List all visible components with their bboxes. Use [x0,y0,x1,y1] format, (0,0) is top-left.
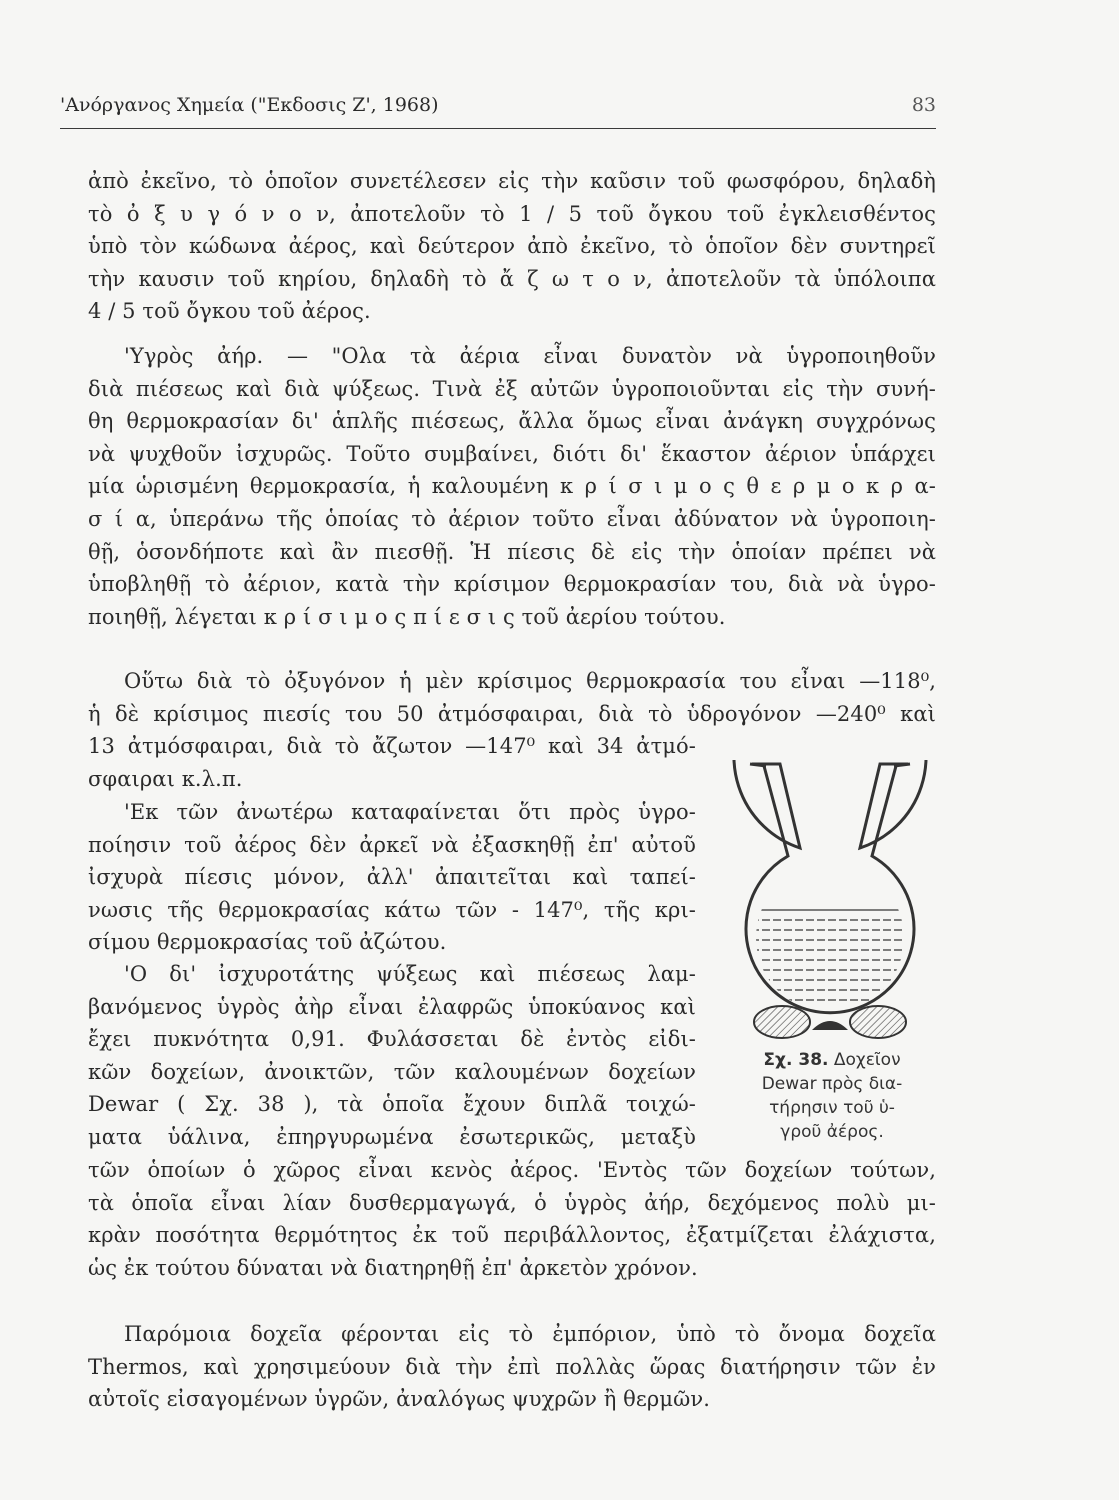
text-line: Οὕτω διὰ τὸ ὀξυγόνον ἡ μὲν κρίσιμος θερμοκρασία του εἶναι —118⁰, [124,669,936,693]
dewar-flask-figure [720,760,940,1040]
paragraph-critical-values-cont [88,730,696,795]
text-line: τὰ ὁποῖα εἶναι λίαν δυσθερμαγωγά, ὁ ὑγρὸς ἀήρ, δεχόμενος πολὺ μι- [88,1190,936,1215]
figure-caption [720,1048,944,1144]
flask-outer-wall [734,760,926,848]
text-line: Dewar ( Σχ. 38 ), τὰ ὁποῖα ἔχουν διπλᾶ τοιχώ- [88,1092,696,1117]
text-line: κρὰν ποσότητα θερμότητος ἐκ τοῦ περιβάλλοντος, ἐξατμίζεται ἐλάχιστα, [88,1223,936,1248]
paragraph-dewar-cont [88,1154,936,1284]
caption-line: γροῦ ἀέρος. [780,1122,884,1142]
book-title: 'Ανόργανος Χημεία ("Εκδοσις Ζ', 1968) [60,94,439,116]
text-line: ὑπὸ τὸν κώδωνα ἀέρος, καὶ δεύτερον ἀπὸ ἐκεῖνο, τὸ ὁποῖον δὲν συντηρεῖ [88,234,936,259]
flask-tip [812,1021,848,1030]
paragraph-conclusion [88,796,696,959]
support-left [754,1006,810,1038]
text-line: ἰσχυρὰ πίεσις μόνον, ἀλλ' ἀπαιτεῖται καὶ ταπεί- [88,865,696,890]
text-line: σφαιραι κ.λ.π. [88,766,243,791]
text-line: 'Ο δι' ἰσχυροτάτης ψύξεως καὶ πιέσεως λαμ- [124,962,696,986]
flask-inner-wall [746,766,914,1013]
text-line: νωσις τῆς θερμοκρασίας κάτω τῶν - 147⁰, τῆς κρι- [88,897,696,922]
text-line: 13 ἀτμόσφαιραι, διὰ τὸ ἄζωτον —147⁰ καὶ 34 ἀτμό- [88,734,696,758]
text-line: ἔχει πυκνότητα 0,91. Φυλάσσεται δὲ ἐντὸς εἰδι- [88,1027,696,1052]
text-line: νὰ ψυχθοῦν ἰσχυρῶς. Τοῦτο συμβαίνει, διότι δι' ἕκαστον ἀέριον ὑπάρχει [88,441,936,466]
paragraph-dewar [88,958,696,1154]
text-line: αὐτοῖς εἰσαγομένων ὑγρῶν, ἀναλόγως ψυχρῶν ἢ θερμῶν. [88,1387,710,1412]
text-line: ὑποβληθῇ τὸ ἀέριον, κατὰ τὴν κρίσιμον θερμοκρασίαν του, διὰ νὰ ὑγρο- [88,572,936,597]
text-line: 4 / 5 τοῦ ὄγκου τοῦ ἀέρος. [88,299,371,324]
text-line: θῇ, ὁσονδήποτε καὶ ἂν πιεσθῇ. Ἡ πίεσις δὲ εἰς τὴν ὁποίαν πρέπει νὰ [88,539,936,564]
text-line: 'Εκ τῶν ἀνωτέρω καταφαίνεται ὅτι πρὸς ὑγρο- [124,800,696,824]
text-line: κῶν δοχείων, ἀνοικτῶν, τῶν καλουμένων δοχείων [88,1059,696,1084]
paragraph-critical-values [88,665,936,730]
text-line: Thermos, καὶ χρησιμεύουν διὰ τὴν ἐπὶ πολλὰς ὥρας διατήρησιν τῶν ἐν [88,1354,936,1379]
caption-line: Dewar πρὸς δια- [761,1074,903,1094]
text-line: ποίησιν τοῦ ἀέρος δὲν ἀρκεῖ νὰ ἐξασκηθῇ ἐπ' αὐτοῦ [88,832,696,857]
text-line: ποιηθῇ, λέγεται κ ρ ί σ ι μ ο ς π ί ε σ ι ς τοῦ ἀερίου τούτου. [88,604,726,629]
text-line: ὡς ἐκ τούτου δύναται νὰ διατηρηθῇ ἐπ' ἀρκετὸν χρόνον. [88,1255,698,1280]
text-line: ἀπὸ ἐκεῖνο, τὸ ὁποῖον συνετέλεσεν εἰς τὴν καῦσιν τοῦ φωσφόρου, δηλαδὴ [88,169,936,193]
paragraph-1 [88,165,936,328]
support-right [850,1006,906,1038]
text-line: ἡ δὲ κρίσιμος πιεσίς του 50 ἀτμόσφαιραι, διὰ τὸ ὑδρογόνον —240⁰ καὶ [88,701,936,726]
text-line: 'Υγρὸς ἀήρ. — "Ολα τὰ ἀέρια εἶναι δυνατὸν νὰ ὑγροποιηθοῦν [124,344,936,368]
text-line: μία ὡρισμένη θερμοκρασία, ἡ καλουμένη κ ρ ί σ ι μ ο ς θ ε ρ μ ο κ ρ α- [88,474,936,499]
text-line: σ ί α, ὑπεράνω τῆς ὁποίας τὸ ἀέριον τοῦτο εἶναι ἀδύνατον νὰ ὑγροποιη- [88,506,936,531]
text-line: Παρόμοια δοχεῖα φέρονται εἰς τὸ ἐμπόριον, ὑπὸ τὸ ὄνομα δοχεῖα [124,1322,936,1346]
text-line: τὸ ὀ ξ υ γ ό ν ο ν, ἀποτελοῦν τὸ 1 / 5 τοῦ ὄγκου τοῦ ἐγκλεισθέντος [88,201,936,226]
paragraph-thermos [88,1318,936,1416]
caption-line: τήρησιν τοῦ ὑ- [769,1098,895,1118]
text-line: ματα ὑάλινα, ἐπηργυρωμένα ἐσωτερικῶς, μεταξὺ [88,1124,696,1149]
caption-line: Δοχεῖον [833,1050,901,1070]
text-line: βανόμενος ὑγρὸς ἀὴρ εἶναι ἐλαφρῶς ὑποκύανος καὶ [88,994,696,1019]
text-line: σίμου θερμοκρασίας τοῦ ἀζώτου. [88,930,447,955]
text-line: διὰ πιέσεως καὶ διὰ ψύξεως. Τινὰ ἐξ αὐτῶν ὑγροποιοῦνται εἰς τὴν συνή- [88,376,936,401]
running-header [60,92,936,129]
paragraph-liquid-air [88,340,936,633]
page-number: 83 [911,94,936,116]
text-line: θη θερμοκρασίαν δι' ἁπλῆς πιέσεως, ἄλλα ὅμως εἶναι ἀνάγκη συγχρόνως [88,409,936,434]
figure-number: Σχ. 38. [763,1050,829,1070]
text-line: τῶν ὁποίων ὁ χῶρος εἶναι κενὸς ἀέρος. 'Εντὸς τῶν δοχείων τούτων, [88,1158,936,1182]
text-line: τὴν καυσιν τοῦ κηρίου, δηλαδὴ τὸ ἄ ζ ω τ ο ν, ἀποτελοῦν τὰ ὑπόλοιπα [88,266,936,291]
